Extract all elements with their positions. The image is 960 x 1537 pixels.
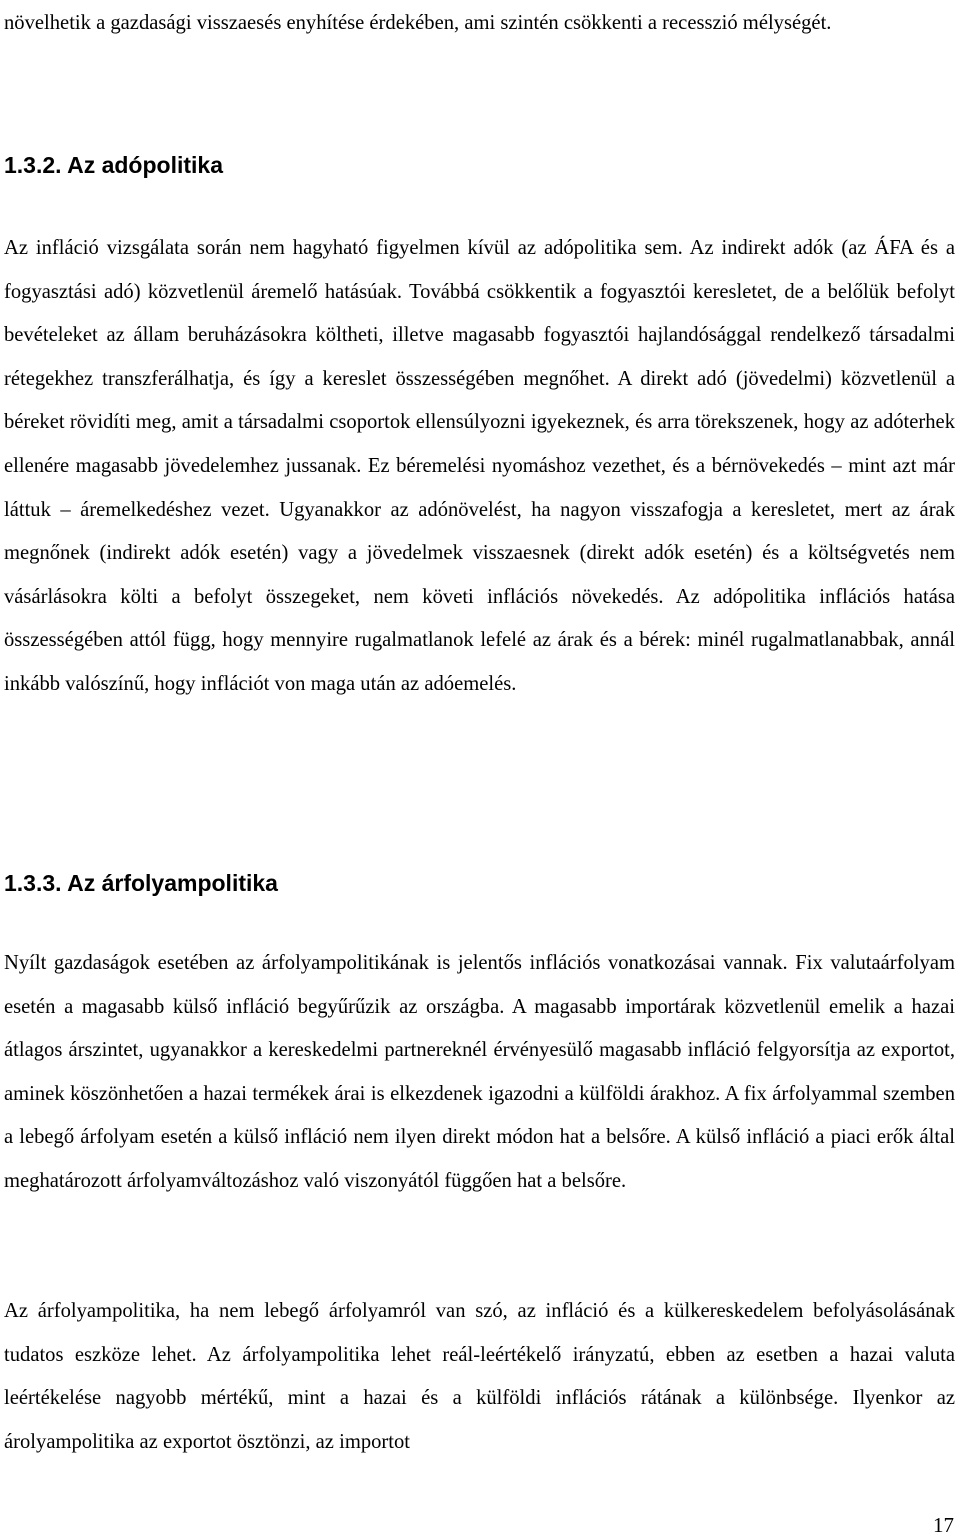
- paragraph-exchange-policy-1: Nyílt gazdaságok esetében az árfolyampolitikának is jelentős inflációs vonatkozásai vannak. Fix valutaárfolyam esetén a magasabb külső infláció begyűrűzik az országba. A magasabb importárak közvetlenül emelik a hazai átlagos árszintet, ugyanakkor a kereskedelmi partnereknél érvényesülő magasabb infláció felgyorsítja az exportot, aminek köszönhetően a hazai termékek árai is elkezdenek igazodni a külföldi árakhoz. A fix árfolyammal szemben a lebegő árfolyam esetén a külső infláció nem ilyen direkt módon hat a belsőre. A külső infláció a piaci erők által meghatározott árfolyamváltozáshoz való viszonyától függően hat a belsőre.: [4, 952, 955, 1192]
- page-number: 17: [933, 1513, 954, 1537]
- heading-exchange-policy: 1.3.3. Az árfolyampolitika: [4, 870, 278, 896]
- paragraph-tax-policy: Az infláció vizsgálata során nem hagyható figyelmen kívül az adópolitika sem. Az indirekt adók (az ÁFA és a fogyasztási adó) közvetlenül áremelő hatásúak. Továbbá csökkentik a fogyasztói keresletet, de a belőlük befolyt bevételeket az állam beruházásokra költheti, illetve magasabb fogyasztói hajlandósággal rendelkező társadalmi rétegekhez transzferálhatja, és így a kereslet összességében megnőhet. A direkt adó (jövedelmi) közvetlenül a béreket rövidíti meg, amit a társadalmi csoportok ellensúlyozni igyekeznek, és arra törekszenek, hogy az adóterhek ellenére magasabb jövedelemhez jussanak. Ez béremelési nyomáshoz vezethet, és a bérnövekedés – mint azt már láttuk – áremelkedéshez vezet. Ugyanakkor az adónövelést, ha nagyon visszafogja a keresletet, mert az árak megnőnek (indirekt adók esetén) vagy a jövedelmek visszaesnek (direkt adók esetén) és a költségvetés nem vásárlásokra költi a befolyt összegeket, nem követi inflációs növekedés. Az adópolitika inflációs hatása összességében attól függ, hogy mennyire rugalmatlanok lefelé az árak és a bérek: minél rugalmatlanabbak, annál inkább valószínű, hogy inflációt von maga után az adóemelés.: [4, 237, 955, 695]
- heading-tax-policy: 1.3.2. Az adópolitika: [4, 152, 223, 178]
- paragraph-intro-continuation: növelhetik a gazdasági visszaesés enyhítése érdekében, ami szintén csökkenti a recesszió mélységét.: [4, 12, 832, 34]
- paragraph-exchange-policy-2: Az árfolyampolitika, ha nem lebegő árfolyamról van szó, az infláció és a külkereskedelem befolyásolásának tudatos eszköze lehet. Az árfolyampolitika lehet reál-leértékelő irányzatú, ebben az esetben a hazai valuta leértékelése nagyobb mértékű, mint a hazai és a külföldi inflációs rátának a különbsége. Ilyenkor az árolyampolitika az exportot ösztönzi, az importot: [4, 1300, 955, 1453]
